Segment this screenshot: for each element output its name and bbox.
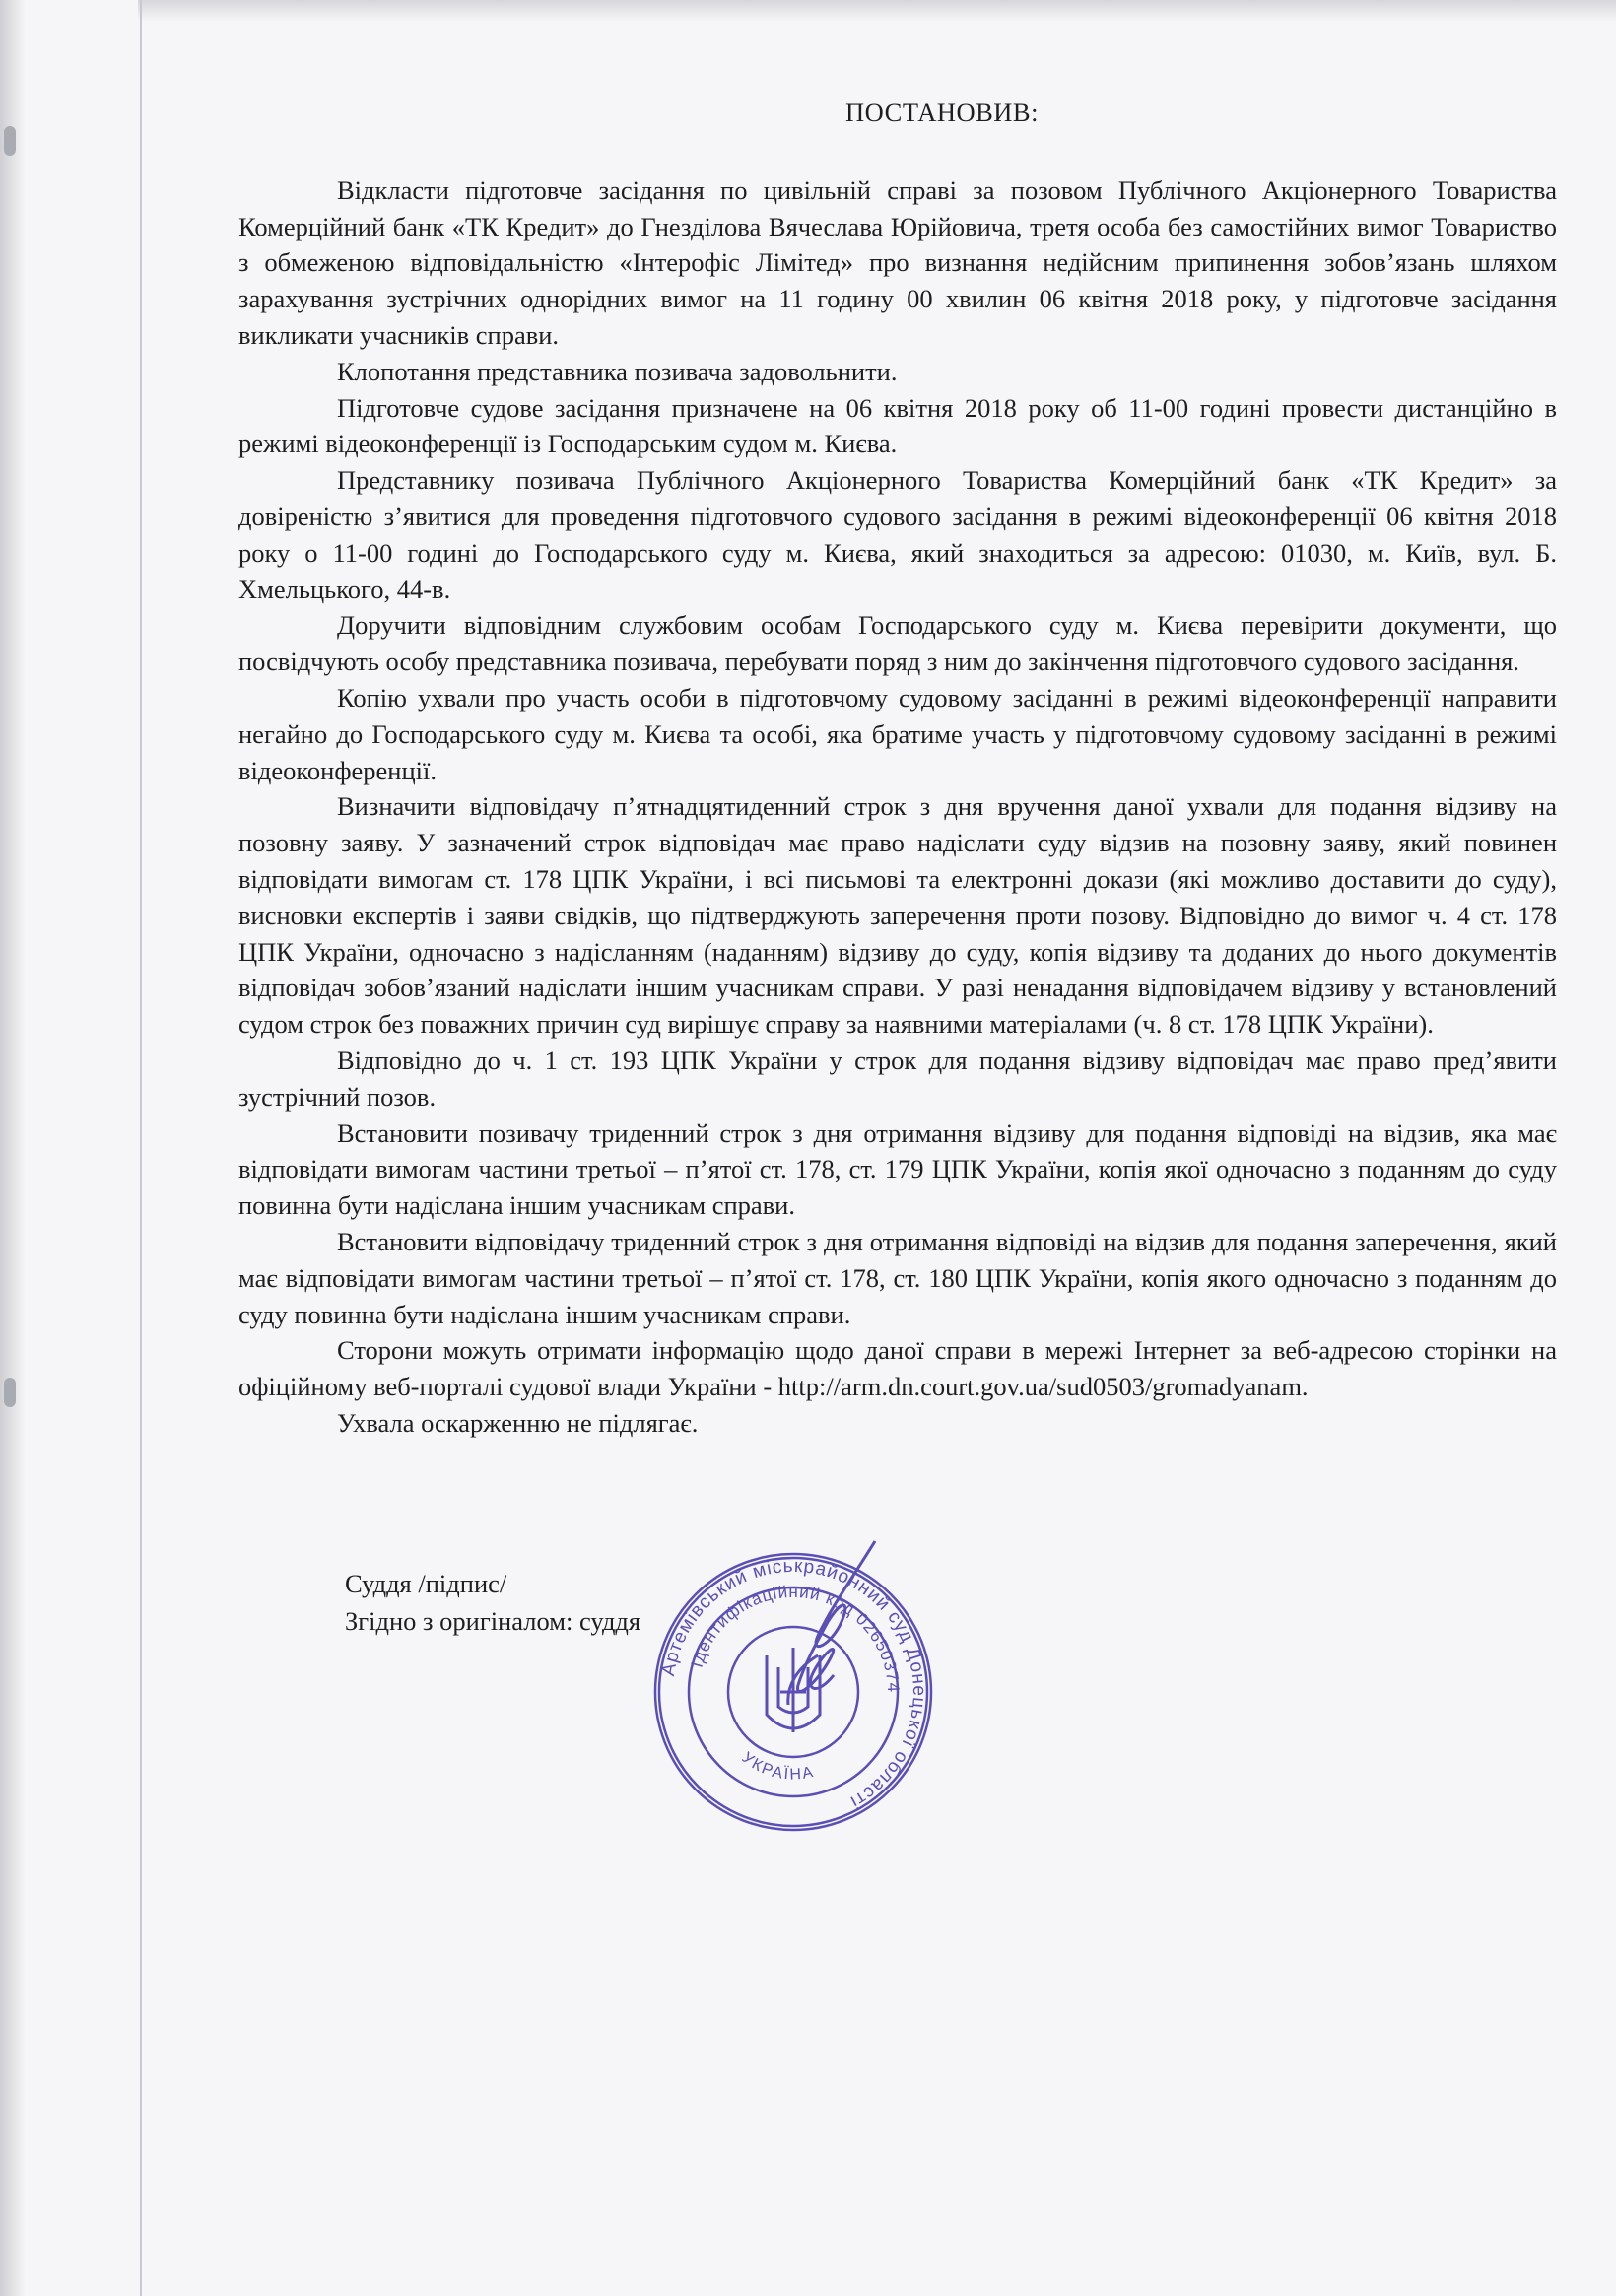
paragraph-representative: Представнику позивача Публічного Акціонерного Товариства Комерційний банк «ТК Кредит» за довіреністю з’явитися для проведення підготовчого судового засідання в режимі відеоконференції 06 квітня 2018 року о 11-00 годині до Господарського суду м. Києва, який знаходиться за адресою: 01030, м. Київ, вул. Б. Хмельцького, 44-в. xyxy=(238,465,1557,604)
page-fold-line xyxy=(140,0,142,2296)
signature-block xyxy=(345,1565,640,1640)
paragraph-officials: Доручити відповідним службовим особам Господарського суду м. Києва перевірити документи, що посвідчують особу представника позивача, перебувати поряд з ним до закінчення підготовчого судового засідання. xyxy=(238,610,1557,677)
certified-copy-line: Згідно з оригіналом: суддя xyxy=(345,1606,641,1636)
paragraph-plaintiff-term: Встановити позивачу триденний строк з дня отримання відзиву для подання відповіді на відзив, яка має відповідати вимогам частини третьої – п’ятої ст. 178, ст. 179 ЦПК України, копія якої одночасно з поданням до суду повинна бути надіслана іншим учасникам справи. xyxy=(238,1117,1557,1221)
binding-hole xyxy=(4,1378,16,1407)
page-top-shadow xyxy=(138,0,1616,22)
paragraph-videoconference: Підготовче судове засідання призначене на 06 квітня 2018 року об 11-00 годині провести дистанційно в режимі відеоконференції із Господарським судом м. Києва. xyxy=(238,392,1557,459)
paragraph-response-term: Визначити відповідачу п’ятнадцятиденний строк з дня вручення даної ухвали для подання відзиву на позовну заяву. У зазначений строк відповідач має право надіслати суду відзив на позовну заяву, який повинен відповідати вимогам ст. 178 ЦПК України, і всі письмові та електронні докази (які можливо доставити до суду), висновки експертів і заяви свідків, що підтверджують заперечення проти позову. Відповідно до вимог ч. 4 ст. 178 ЦПК України, одночасно з надісланням (наданням) відзиву до суду, копія відзиву та доданих до нього документів відповідач зобов’язаний надіслати іншим учасникам справи. У разі ненадання відповідачем відзиву у встановлений судом строк без поважних причин суд вирішує справу за наявними матеріалами (ч. 8 ст. 178 ЦПК України). xyxy=(238,791,1557,1040)
paragraph-postpone: Відкласти підготовче засідання по цивільній справі за позовом Публічного Акціонерного Товариства Комерційний банк «ТК Кредит» до Гнезділова Вячеслава Юрійовича, третя особа без самостійних вимог Товариство з обмеженою відповідальністю «Інтерофіс Лімітед» про визнання недійсним припинення зобов’язань шляхом зарахування зустрічних однорідних вимог на 11 годину 00 хвилин 06 квітня 2018 року, у підготовче засідання викликати учасників справи. xyxy=(238,174,1557,350)
document-body xyxy=(238,95,1557,1442)
paragraph-motion: Клопотання представника позивача задовольнити. xyxy=(337,356,898,386)
paragraph-internet-info: Сторони можуть отримати інформацію щодо даної справи в мережі Інтернет за веб-адресою сторінки на офіційному веб-порталі судової влади України - http://arm.dn.court.gov.ua/sud0503/gromadyanam. xyxy=(238,1335,1557,1402)
page-left-shadow xyxy=(0,0,26,2296)
stamp-outer-text: Артемівський міськрайонний суд Донецької області xyxy=(658,1555,930,1813)
stamp-inner-text: Ідентифікаційний код 02650374 xyxy=(687,1582,904,1694)
paragraph-not-appealable: Ухвала оскарженню не підлягає. xyxy=(337,1407,699,1438)
paragraph-defendant-term: Встановити відповідачу триденний строк з дня отримання відповіді на відзив для подання заперечення, який має відповідати вимогам частини третьої – п’ятої ст. 178, ст. 180 ЦПК України, копія якого одночасно з поданням до суду повинна бути надіслана іншим учасникам справи. xyxy=(238,1226,1557,1329)
section-heading: ПОСТАНОВИВ: xyxy=(845,98,1039,127)
binding-hole xyxy=(4,126,16,156)
paragraph-copy: Копію ухвали про участь особи в підготовчому судовому засіданні в режимі відеоконференції направити негайно до Господарського суду м. Києва та особі, яка братиме участь у підготовчому судовому засіданні в режимі відеоконференції. xyxy=(238,682,1557,785)
handwritten-signature-icon xyxy=(759,1537,907,1724)
paragraph-counterclaim: Відповідно до ч. 1 ст. 193 ЦПК України у строк для подання відзиву відповідач має право пред’явити зустрічний позов. xyxy=(238,1045,1557,1112)
stamp-bottom-text: УКРАЇНА xyxy=(738,1749,817,1784)
judge-signature-line: Суддя /підпис/ xyxy=(345,1569,507,1598)
